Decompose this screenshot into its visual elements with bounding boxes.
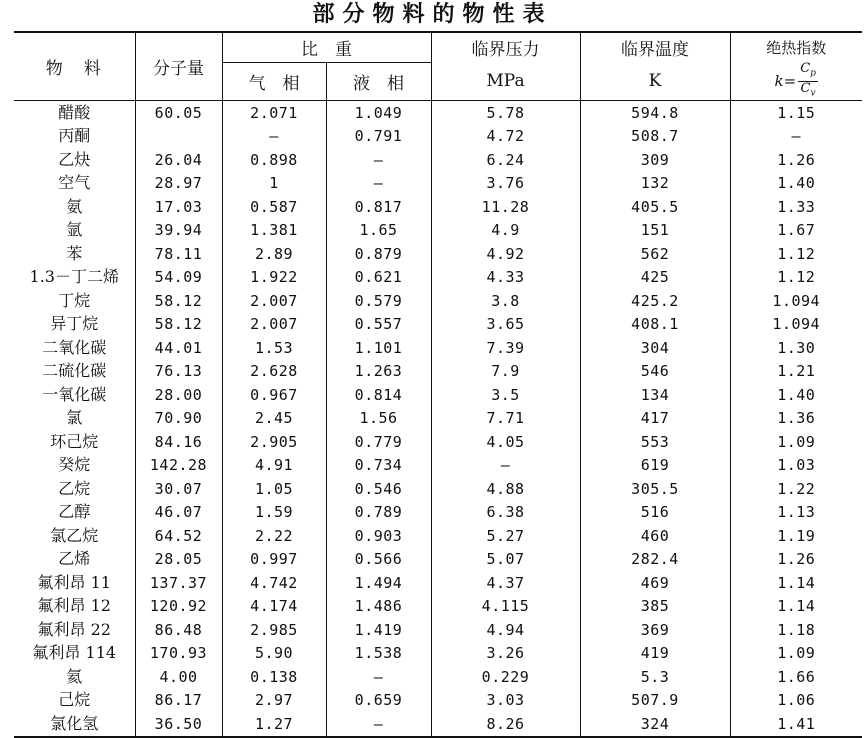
- cell-critical-temp: 507.9: [580, 689, 730, 713]
- cell-adiabatic-index: 1.09: [777, 432, 816, 451]
- header-specific-gravity: 比 重: [222, 32, 431, 62]
- table-row: [14, 148, 862, 172]
- cell-gas-gravity: 0.138: [222, 665, 326, 689]
- cell-adiabatic-index: 1.33: [777, 197, 816, 216]
- cell-material: 二硫化碳: [14, 360, 135, 384]
- cell-critical-pressure: 3.26: [431, 642, 580, 666]
- cell-critical-temp: 516: [580, 501, 730, 525]
- cell-material: 氟利昂 22: [14, 618, 135, 642]
- cell-adiabatic-index: 1.21: [777, 362, 816, 381]
- cell-mol-weight: 54.09: [135, 266, 222, 290]
- cell-critical-temp: 304: [580, 336, 730, 360]
- cell-adiabatic-index: 1.12: [777, 244, 816, 263]
- cell-gas-gravity: 4.742: [222, 571, 326, 595]
- table-row: [14, 101, 862, 125]
- cell-mol-weight: 86.17: [135, 689, 222, 713]
- table-row: [14, 524, 862, 548]
- cell-material: 乙烷: [14, 477, 135, 501]
- cell-critical-pressure: 4.05: [431, 430, 580, 454]
- cell-liquid-gravity: —: [326, 148, 431, 172]
- cell-critical-temp: 282.4: [580, 548, 730, 572]
- cell-critical-pressure: 7.39: [431, 336, 580, 360]
- cell-liquid-gravity: 0.817: [326, 195, 431, 219]
- k-fraction: [798, 62, 818, 100]
- cell-gas-gravity: 5.90: [222, 642, 326, 666]
- cell-critical-pressure: 3.03: [431, 689, 580, 713]
- cell-liquid-gravity: 1.494: [326, 571, 431, 595]
- k-formula: [775, 62, 818, 100]
- cell-adiabatic-index: 1.26: [777, 550, 816, 569]
- cell-adiabatic-index: 1.094: [772, 315, 821, 334]
- table-row: [14, 454, 862, 478]
- table-body: [14, 101, 862, 737]
- cell-material: 二氧化碳: [14, 336, 135, 360]
- cell-critical-temp: 460: [580, 524, 730, 548]
- cell-critical-pressure: 3.76: [431, 172, 580, 196]
- cell-material: 环己烷: [14, 430, 135, 454]
- cell-liquid-gravity: 0.734: [326, 454, 431, 478]
- cell-gas-gravity: 0.898: [222, 148, 326, 172]
- cell-material: 异丁烷: [14, 313, 135, 337]
- table-row: [14, 430, 862, 454]
- cell-liquid-gravity: 0.621: [326, 266, 431, 290]
- k-denominator: $C_v$: [800, 80, 816, 99]
- cell-material: 乙炔: [14, 148, 135, 172]
- cell-mol-weight: 28.00: [135, 383, 222, 407]
- cell-mol-weight: 84.16: [135, 430, 222, 454]
- cell-gas-gravity: 0.587: [222, 195, 326, 219]
- cell-mol-weight: 64.52: [135, 524, 222, 548]
- cell-gas-gravity: 2.45: [222, 407, 326, 431]
- cell-gas-gravity: 2.985: [222, 618, 326, 642]
- cell-critical-temp: 508.7: [580, 125, 730, 149]
- cell-adiabatic-index: 1.26: [777, 150, 816, 169]
- cell-gas-gravity: 2.007: [222, 289, 326, 313]
- table-row: [14, 289, 862, 313]
- cell-critical-temp: 408.1: [580, 313, 730, 337]
- cell-mol-weight: 44.01: [135, 336, 222, 360]
- cell-material: 苯: [14, 242, 135, 266]
- cell-adiabatic-index: 1.67: [777, 221, 816, 240]
- table-header: [14, 32, 862, 101]
- cell-mol-weight: 142.28: [135, 454, 222, 478]
- cell-critical-temp: 619: [580, 454, 730, 478]
- cell-mol-weight: 39.94: [135, 219, 222, 243]
- cell-liquid-gravity: 1.101: [326, 336, 431, 360]
- cell-critical-pressure: 7.9: [431, 360, 580, 384]
- header-liquid-phase: 液 相: [326, 62, 431, 101]
- cell-adiabatic-index: 1.30: [777, 338, 816, 357]
- cell-mol-weight: 28.97: [135, 172, 222, 196]
- cell-critical-temp: 305.5: [580, 477, 730, 501]
- cell-mol-weight: 170.93: [135, 642, 222, 666]
- cell-gas-gravity: 1.05: [222, 477, 326, 501]
- cell-critical-temp: 134: [580, 383, 730, 407]
- cell-liquid-gravity: 0.903: [326, 524, 431, 548]
- cell-material: 己烷: [14, 689, 135, 713]
- cell-critical-temp: 324: [580, 712, 730, 737]
- cell-critical-pressure: 4.9: [431, 219, 580, 243]
- cell-material: 空气: [14, 172, 135, 196]
- cell-adiabatic-index: 1.13: [777, 503, 816, 522]
- cell-adiabatic-index: 1.66: [777, 667, 816, 686]
- cell-mol-weight: 58.12: [135, 313, 222, 337]
- cell-mol-weight: 28.05: [135, 548, 222, 572]
- cell-mol-weight: 58.12: [135, 289, 222, 313]
- cell-gas-gravity: 2.628: [222, 360, 326, 384]
- cell-material: 氨: [14, 195, 135, 219]
- cell-liquid-gravity: 1.049: [326, 101, 431, 125]
- cell-critical-temp: 546: [580, 360, 730, 384]
- header-critical-temp-unit: K: [580, 62, 730, 101]
- header-gas-phase: 气 相: [222, 62, 326, 101]
- cell-critical-pressure: 11.28: [431, 195, 580, 219]
- cell-mol-weight: 4.00: [135, 665, 222, 689]
- cell-mol-weight: [135, 125, 222, 149]
- properties-table: [14, 31, 862, 738]
- cell-adiabatic-index: 1.41: [730, 712, 862, 737]
- cell-critical-temp: 151: [580, 219, 730, 243]
- cell-liquid-gravity: 0.779: [326, 430, 431, 454]
- cell-liquid-gravity: 0.791: [326, 125, 431, 149]
- cell-critical-pressure: 4.72: [431, 125, 580, 149]
- cell-critical-pressure: 4.37: [431, 571, 580, 595]
- table-title: 部分物料的物性表: [312, 1, 553, 27]
- cell-adiabatic-index: 1.15: [777, 103, 816, 122]
- k-numerator: $C_p$: [798, 62, 818, 82]
- cell-material: 乙烯: [14, 548, 135, 572]
- table-row: [14, 477, 862, 501]
- cell-critical-pressure: 5.07: [431, 548, 580, 572]
- cell-mol-weight: 78.11: [135, 242, 222, 266]
- cell-gas-gravity: 2.22: [222, 524, 326, 548]
- cell-mol-weight: 46.07: [135, 501, 222, 525]
- cell-critical-temp: 309: [580, 148, 730, 172]
- cell-liquid-gravity: 1.65: [326, 219, 431, 243]
- cell-gas-gravity: 1.922: [222, 266, 326, 290]
- cell-critical-pressure: 4.94: [431, 618, 580, 642]
- cell-liquid-gravity: 1.538: [326, 642, 431, 666]
- cell-gas-gravity: 1.59: [222, 501, 326, 525]
- cell-material: 氦: [14, 665, 135, 689]
- header-material: 物 料: [14, 32, 135, 101]
- header-critical-pressure-unit: MPa: [431, 62, 580, 101]
- cell-mol-weight: 26.04: [135, 148, 222, 172]
- cell-adiabatic-index: 1.14: [777, 597, 816, 616]
- cell-gas-gravity: 1.27: [222, 712, 326, 737]
- cell-mol-weight: 30.07: [135, 477, 222, 501]
- cell-gas-gravity: 2.89: [222, 242, 326, 266]
- cell-liquid-gravity: 0.659: [326, 689, 431, 713]
- cell-gas-gravity: 1.381: [222, 219, 326, 243]
- cell-material: 氯化氢: [14, 712, 135, 737]
- cell-liquid-gravity: —: [326, 712, 431, 737]
- cell-mol-weight: 86.48: [135, 618, 222, 642]
- cell-adiabatic-index: 1.40: [777, 174, 816, 193]
- table-row: [14, 548, 862, 572]
- cell-liquid-gravity: 1.263: [326, 360, 431, 384]
- cell-critical-pressure: 4.115: [431, 595, 580, 619]
- cell-liquid-gravity: 0.879: [326, 242, 431, 266]
- cell-critical-pressure: 7.71: [431, 407, 580, 431]
- table-row: [14, 242, 862, 266]
- cell-critical-temp: 132: [580, 172, 730, 196]
- cell-critical-pressure: 8.26: [431, 712, 580, 737]
- table-row: [14, 595, 862, 619]
- cell-adiabatic-index: 1.40: [777, 385, 816, 404]
- table-row: [14, 266, 862, 290]
- cell-liquid-gravity: 1.486: [326, 595, 431, 619]
- table-row: [14, 125, 862, 149]
- cell-material: 乙醇: [14, 501, 135, 525]
- cell-gas-gravity: 2.905: [222, 430, 326, 454]
- cell-critical-pressure: 3.65: [431, 313, 580, 337]
- cell-critical-pressure: 6.24: [431, 148, 580, 172]
- cell-critical-pressure: 3.5: [431, 383, 580, 407]
- cell-gas-gravity: 4.174: [222, 595, 326, 619]
- cell-adiabatic-index: 1.06: [777, 691, 816, 710]
- cell-critical-temp: 405.5: [580, 195, 730, 219]
- cell-gas-gravity: —: [222, 125, 326, 149]
- cell-adiabatic-index: 1.09: [777, 644, 816, 663]
- cell-gas-gravity: 0.997: [222, 548, 326, 572]
- table-row: [14, 501, 862, 525]
- cell-material: 氩: [14, 219, 135, 243]
- table-row: [14, 618, 862, 642]
- table-row: [14, 195, 862, 219]
- cell-liquid-gravity: 0.579: [326, 289, 431, 313]
- k-symbol: k=: [774, 72, 797, 91]
- cell-critical-temp: 594.8: [580, 101, 730, 125]
- cell-critical-pressure: 5.78: [431, 101, 580, 125]
- cell-critical-pressure: 5.27: [431, 524, 580, 548]
- cell-critical-pressure: 3.8: [431, 289, 580, 313]
- cell-critical-temp: 419: [580, 642, 730, 666]
- table-row: [14, 665, 862, 689]
- table-row: [14, 689, 862, 713]
- cell-critical-pressure: 4.33: [431, 266, 580, 290]
- cell-critical-pressure: 6.38: [431, 501, 580, 525]
- cell-material: 氟利昂 12: [14, 595, 135, 619]
- cell-critical-temp: 562: [580, 242, 730, 266]
- cell-critical-temp: 553: [580, 430, 730, 454]
- cell-adiabatic-index: 1.19: [777, 526, 816, 545]
- cell-critical-pressure: —: [431, 454, 580, 478]
- cell-material: 1.3－丁二烯: [14, 266, 135, 290]
- cell-gas-gravity: 1: [222, 172, 326, 196]
- table-row: [14, 712, 862, 737]
- cell-adiabatic-index: —: [791, 127, 802, 146]
- cell-adiabatic-index: 1.12: [777, 268, 816, 287]
- cell-gas-gravity: 4.91: [222, 454, 326, 478]
- cell-liquid-gravity: 1.419: [326, 618, 431, 642]
- table-row: [14, 360, 862, 384]
- cell-liquid-gravity: 0.546: [326, 477, 431, 501]
- table-row: [14, 642, 862, 666]
- cell-liquid-gravity: 0.557: [326, 313, 431, 337]
- cell-critical-temp: 425: [580, 266, 730, 290]
- cell-mol-weight: 137.37: [135, 571, 222, 595]
- cell-gas-gravity: 2.97: [222, 689, 326, 713]
- cell-material: 醋酸: [14, 101, 135, 125]
- header-mol-weight: 分子量: [135, 32, 222, 101]
- cell-critical-temp: 417: [580, 407, 730, 431]
- cell-material: 氯: [14, 407, 135, 431]
- cell-material: 一氧化碳: [14, 383, 135, 407]
- cell-mol-weight: 17.03: [135, 195, 222, 219]
- cell-adiabatic-index: 1.094: [772, 291, 821, 310]
- cell-adiabatic-index: 1.22: [777, 479, 816, 498]
- cell-gas-gravity: 1.53: [222, 336, 326, 360]
- cell-liquid-gravity: —: [326, 172, 431, 196]
- cell-critical-pressure: 4.88: [431, 477, 580, 501]
- cell-liquid-gravity: 0.789: [326, 501, 431, 525]
- table-row: [14, 571, 862, 595]
- cell-critical-temp: 385: [580, 595, 730, 619]
- cell-critical-temp: 369: [580, 618, 730, 642]
- cell-adiabatic-index: 1.18: [777, 620, 816, 639]
- cell-mol-weight: 120.92: [135, 595, 222, 619]
- table-row: [14, 407, 862, 431]
- cell-material: 丁烷: [14, 289, 135, 313]
- cell-mol-weight: 76.13: [135, 360, 222, 384]
- cell-critical-temp: 425.2: [580, 289, 730, 313]
- cell-mol-weight: 70.90: [135, 407, 222, 431]
- cell-material: 氯乙烷: [14, 524, 135, 548]
- table-row: [14, 313, 862, 337]
- cell-gas-gravity: 2.071: [222, 101, 326, 125]
- table-row: [14, 219, 862, 243]
- cell-adiabatic-index: 1.36: [777, 409, 816, 428]
- cell-liquid-gravity: 0.814: [326, 383, 431, 407]
- cell-critical-pressure: 4.92: [431, 242, 580, 266]
- cell-liquid-gravity: 0.566: [326, 548, 431, 572]
- header-k-formula: [730, 62, 862, 101]
- table-row: [14, 172, 862, 196]
- cell-critical-temp: 5.3: [580, 665, 730, 689]
- header-critical-temp: 临界温度: [580, 32, 730, 62]
- cell-mol-weight: 60.05: [135, 101, 222, 125]
- table-row: [14, 336, 862, 360]
- cell-adiabatic-index: 1.14: [777, 573, 816, 592]
- cell-liquid-gravity: 1.56: [326, 407, 431, 431]
- cell-gas-gravity: 0.967: [222, 383, 326, 407]
- header-critical-pressure: 临界压力: [431, 32, 580, 62]
- cell-material: 氟利昂 114: [14, 642, 135, 666]
- cell-critical-pressure: 0.229: [431, 665, 580, 689]
- cell-material: 氟利昂 11: [14, 571, 135, 595]
- cell-liquid-gravity: —: [326, 665, 431, 689]
- header-adiabatic-index: 绝热指数: [730, 32, 862, 62]
- cell-mol-weight: 36.50: [135, 712, 222, 737]
- table-row: [14, 383, 862, 407]
- cell-adiabatic-index: 1.03: [777, 456, 816, 475]
- cell-critical-temp: 469: [580, 571, 730, 595]
- cell-gas-gravity: 2.007: [222, 313, 326, 337]
- cell-material: 丙酮: [14, 125, 135, 149]
- cell-material: 癸烷: [14, 454, 135, 478]
